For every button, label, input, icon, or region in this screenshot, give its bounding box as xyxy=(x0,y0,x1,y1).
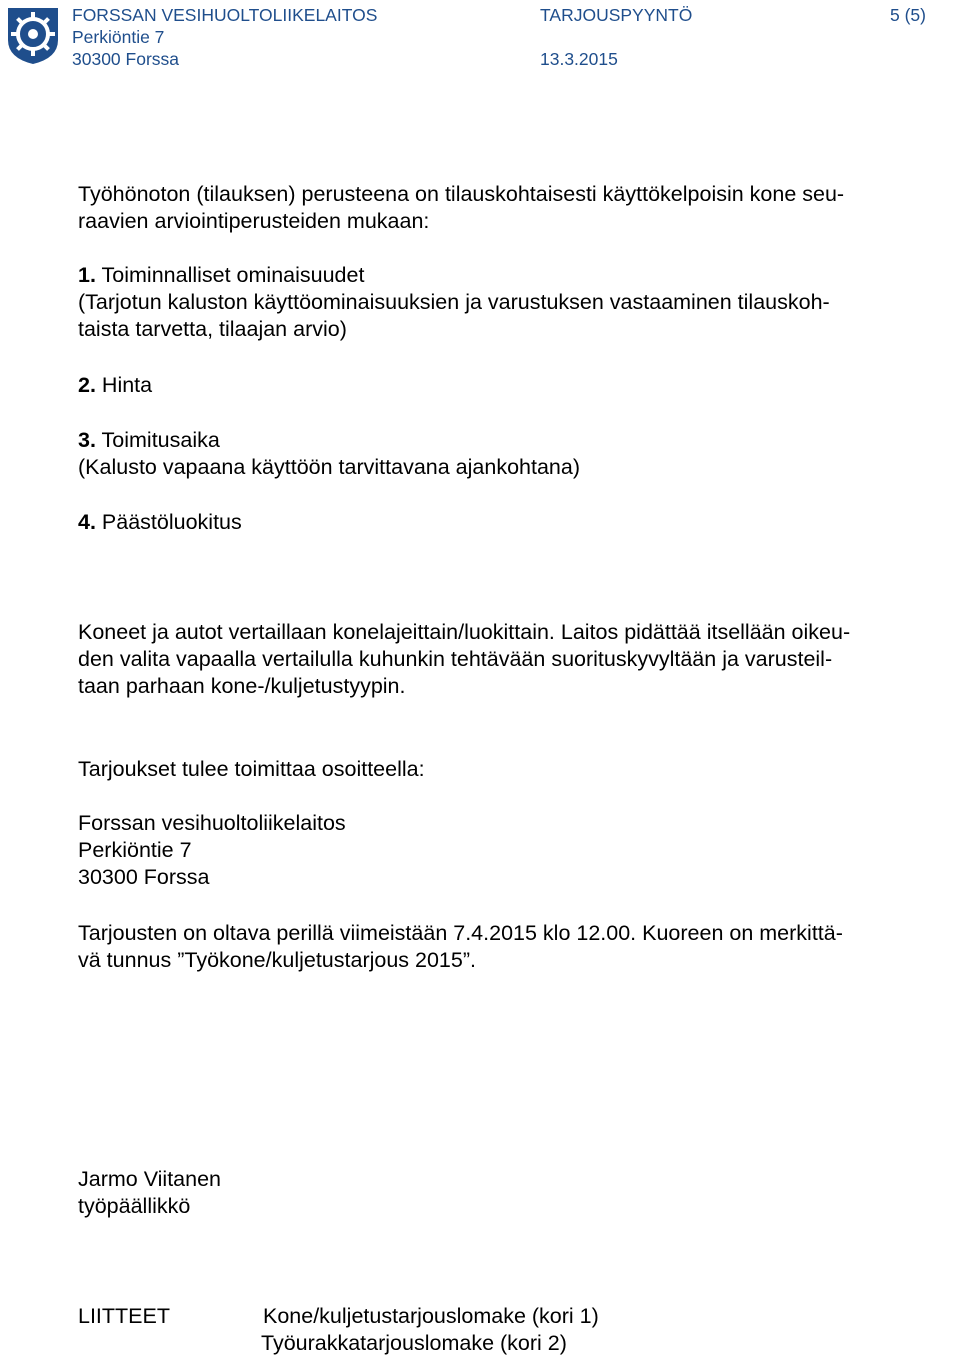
street-address: Perkiöntie 7 xyxy=(72,27,165,47)
header-document xyxy=(540,4,692,70)
intro-paragraph: Työhönoton (tilauksen) perusteena on tilauskohtaisesti käyttökelpoisin kone seu- raavien arviointiperusteiden mukaan: xyxy=(78,182,845,233)
address-postal: 30300 Forssa xyxy=(78,865,210,889)
document-type: TARJOUSPYYNTÖ xyxy=(540,5,693,25)
org-name: FORSSAN VESIHUOLTOLIIKELAITOS xyxy=(72,5,378,25)
criterion-detail: taista tarvetta, tilaajan arvio) xyxy=(78,317,347,341)
address-street: Perkiöntie 7 xyxy=(78,838,192,862)
criterion-title: Hinta xyxy=(95,373,153,397)
submission-address xyxy=(78,810,346,891)
signer-title: työpäällikkö xyxy=(78,1194,191,1218)
criterion-title: Toimitusaika xyxy=(95,428,220,452)
postal-address: 30300 Forssa xyxy=(72,49,180,69)
criterion-number: 3. xyxy=(78,428,96,452)
page-number: 5 (5) xyxy=(890,5,926,25)
document-date: 13.3.2015 xyxy=(540,49,618,69)
criterion-number: 1. xyxy=(78,263,96,287)
attachment-item: Työurakkatarjouslomake (kori 2) xyxy=(261,1331,567,1355)
water-utility-shield-icon xyxy=(6,6,60,66)
criterion-4 xyxy=(78,509,242,536)
criterion-number: 4. xyxy=(78,510,96,534)
comparison-paragraph: Koneet ja autot vertaillaan konelajeittain/luokittain. Laitos pidättää itsellään oikeu- den valita vapaalla vertailulla kuhunkin tehtävään suorituskyvyltään ja varusteil- taan parhaan kone-/kuljetustyypin. xyxy=(78,620,851,698)
attachments-label: LIITTEET xyxy=(78,1304,170,1328)
criterion-title: Päästöluokitus xyxy=(95,510,242,534)
criterion-3 xyxy=(78,427,580,481)
criterion-detail: (Kalusto vapaana käyttöön tarvittavana ajankohtana) xyxy=(78,455,580,479)
signature-block xyxy=(78,1166,221,1220)
deadline-paragraph: Tarjousten on oltava perillä viimeistään 7.4.2015 klo 12.00. Kuoreen on merkittä- vä tunnus ”Työkone/kuljetustarjous 2015”. xyxy=(78,921,843,972)
criterion-2 xyxy=(78,372,152,399)
header-sender xyxy=(72,4,377,70)
submission-intro: Tarjoukset tulee toimittaa osoitteella: xyxy=(78,757,425,781)
criterion-title: Toiminnalliset ominaisuudet xyxy=(95,263,365,287)
criterion-1 xyxy=(78,262,830,343)
attachment-item: Kone/kuljetustarjouslomake (kori 1) xyxy=(263,1304,599,1328)
criterion-detail: (Tarjotun kaluston käyttöominaisuuksien ja varustuksen vastaaminen tilauskoh- xyxy=(78,290,830,314)
criterion-number: 2. xyxy=(78,373,96,397)
signer-name: Jarmo Viitanen xyxy=(78,1167,222,1191)
address-name: Forssan vesihuoltoliikelaitos xyxy=(78,811,346,835)
